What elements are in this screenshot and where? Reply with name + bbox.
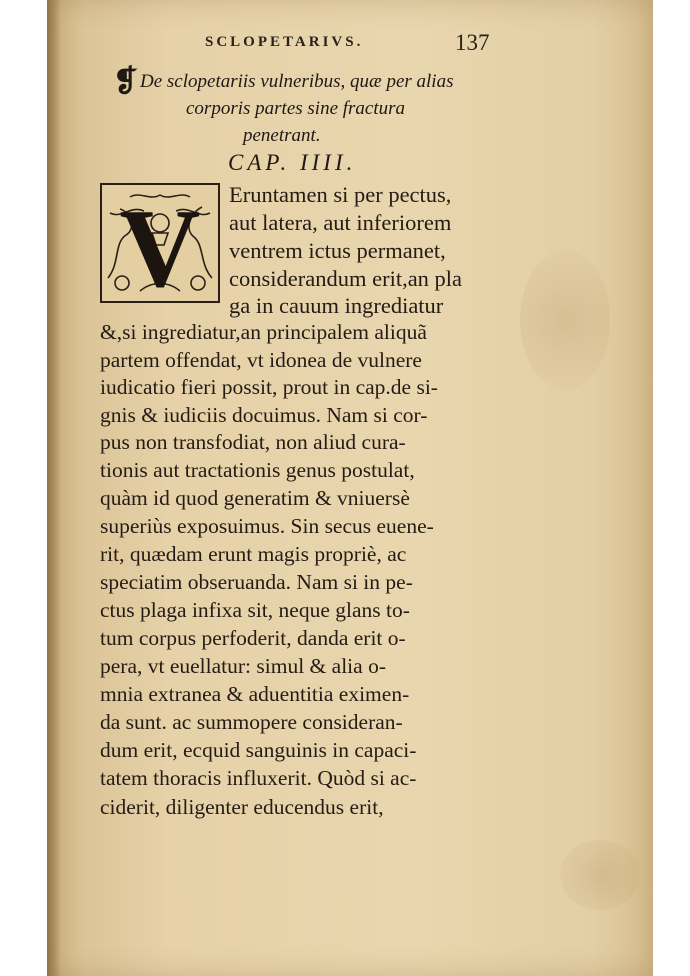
text-line: ctus plaga infixa sit, neque glans to- xyxy=(100,598,410,622)
text-line: gnis & iudiciis docuimus. Nam si cor- xyxy=(100,403,428,427)
chapter-number: CAP. IIII. xyxy=(228,150,357,175)
text-line: dum erit, ecquid sanguinis in capaci- xyxy=(100,738,417,762)
heading-line: corporis partes sine fractura xyxy=(186,98,406,119)
pilcrow-icon: ❡ xyxy=(113,64,139,99)
page-number: 137 xyxy=(455,30,490,55)
ornament-initial-icon xyxy=(100,183,220,303)
paper-stain xyxy=(560,840,640,910)
text-line: tionis aut tractationis genus postulat, xyxy=(100,458,415,482)
text-line: tum corpus perfoderit, danda erit o- xyxy=(100,626,406,650)
text-line: superiùs exposuimus. Sin secus euene- xyxy=(100,514,434,538)
text-line: ga in cauum ingrediatur xyxy=(229,293,444,318)
text-line: tatem thoracis influxerit. Quòd si ac- xyxy=(100,766,417,790)
text-line: quàm id quod generatim & vniuersè xyxy=(100,486,410,510)
text-line: iudicatio fieri possit, prout in cap.de si- xyxy=(100,375,438,399)
text-line: &,si ingrediatur,an principalem aliquã xyxy=(100,320,427,344)
heading-line: penetrant. xyxy=(243,125,321,146)
text-line: ciderit, diligenter educendus erit, xyxy=(100,795,384,819)
text-line: da sunt. ac summopere consideran- xyxy=(100,710,403,734)
text-line: pus non transfodiat, non aliud cura- xyxy=(100,430,406,454)
text-line: partem offendat, vt idonea de vulnere xyxy=(100,348,422,372)
decorated-initial xyxy=(100,183,220,303)
text-line: aut latera, aut inferiorem xyxy=(229,210,452,235)
page-gutter-shadow xyxy=(47,0,61,976)
initial-letter: V xyxy=(119,187,201,303)
text-line: rit, quædam erunt magis propriè, ac xyxy=(100,542,407,566)
text-line: considerandum erit,an pla xyxy=(229,266,463,291)
paper-stain xyxy=(520,250,610,390)
text-line: ventrem ictus permanet, xyxy=(229,238,446,263)
text-line: mnia extranea & aduentitia eximen- xyxy=(100,682,410,706)
running-head: SCLOPETARIVS. xyxy=(205,34,364,50)
chapter-heading xyxy=(140,68,510,149)
text-line: pera, vt euellatur: simul & alia o- xyxy=(100,654,386,678)
heading-line: De sclopetariis vulneribus, quæ per alias xyxy=(140,71,454,92)
text-line: Eruntamen si per pectus, xyxy=(229,182,452,207)
text-line: speciatim obseruanda. Nam si in pe- xyxy=(100,570,413,594)
